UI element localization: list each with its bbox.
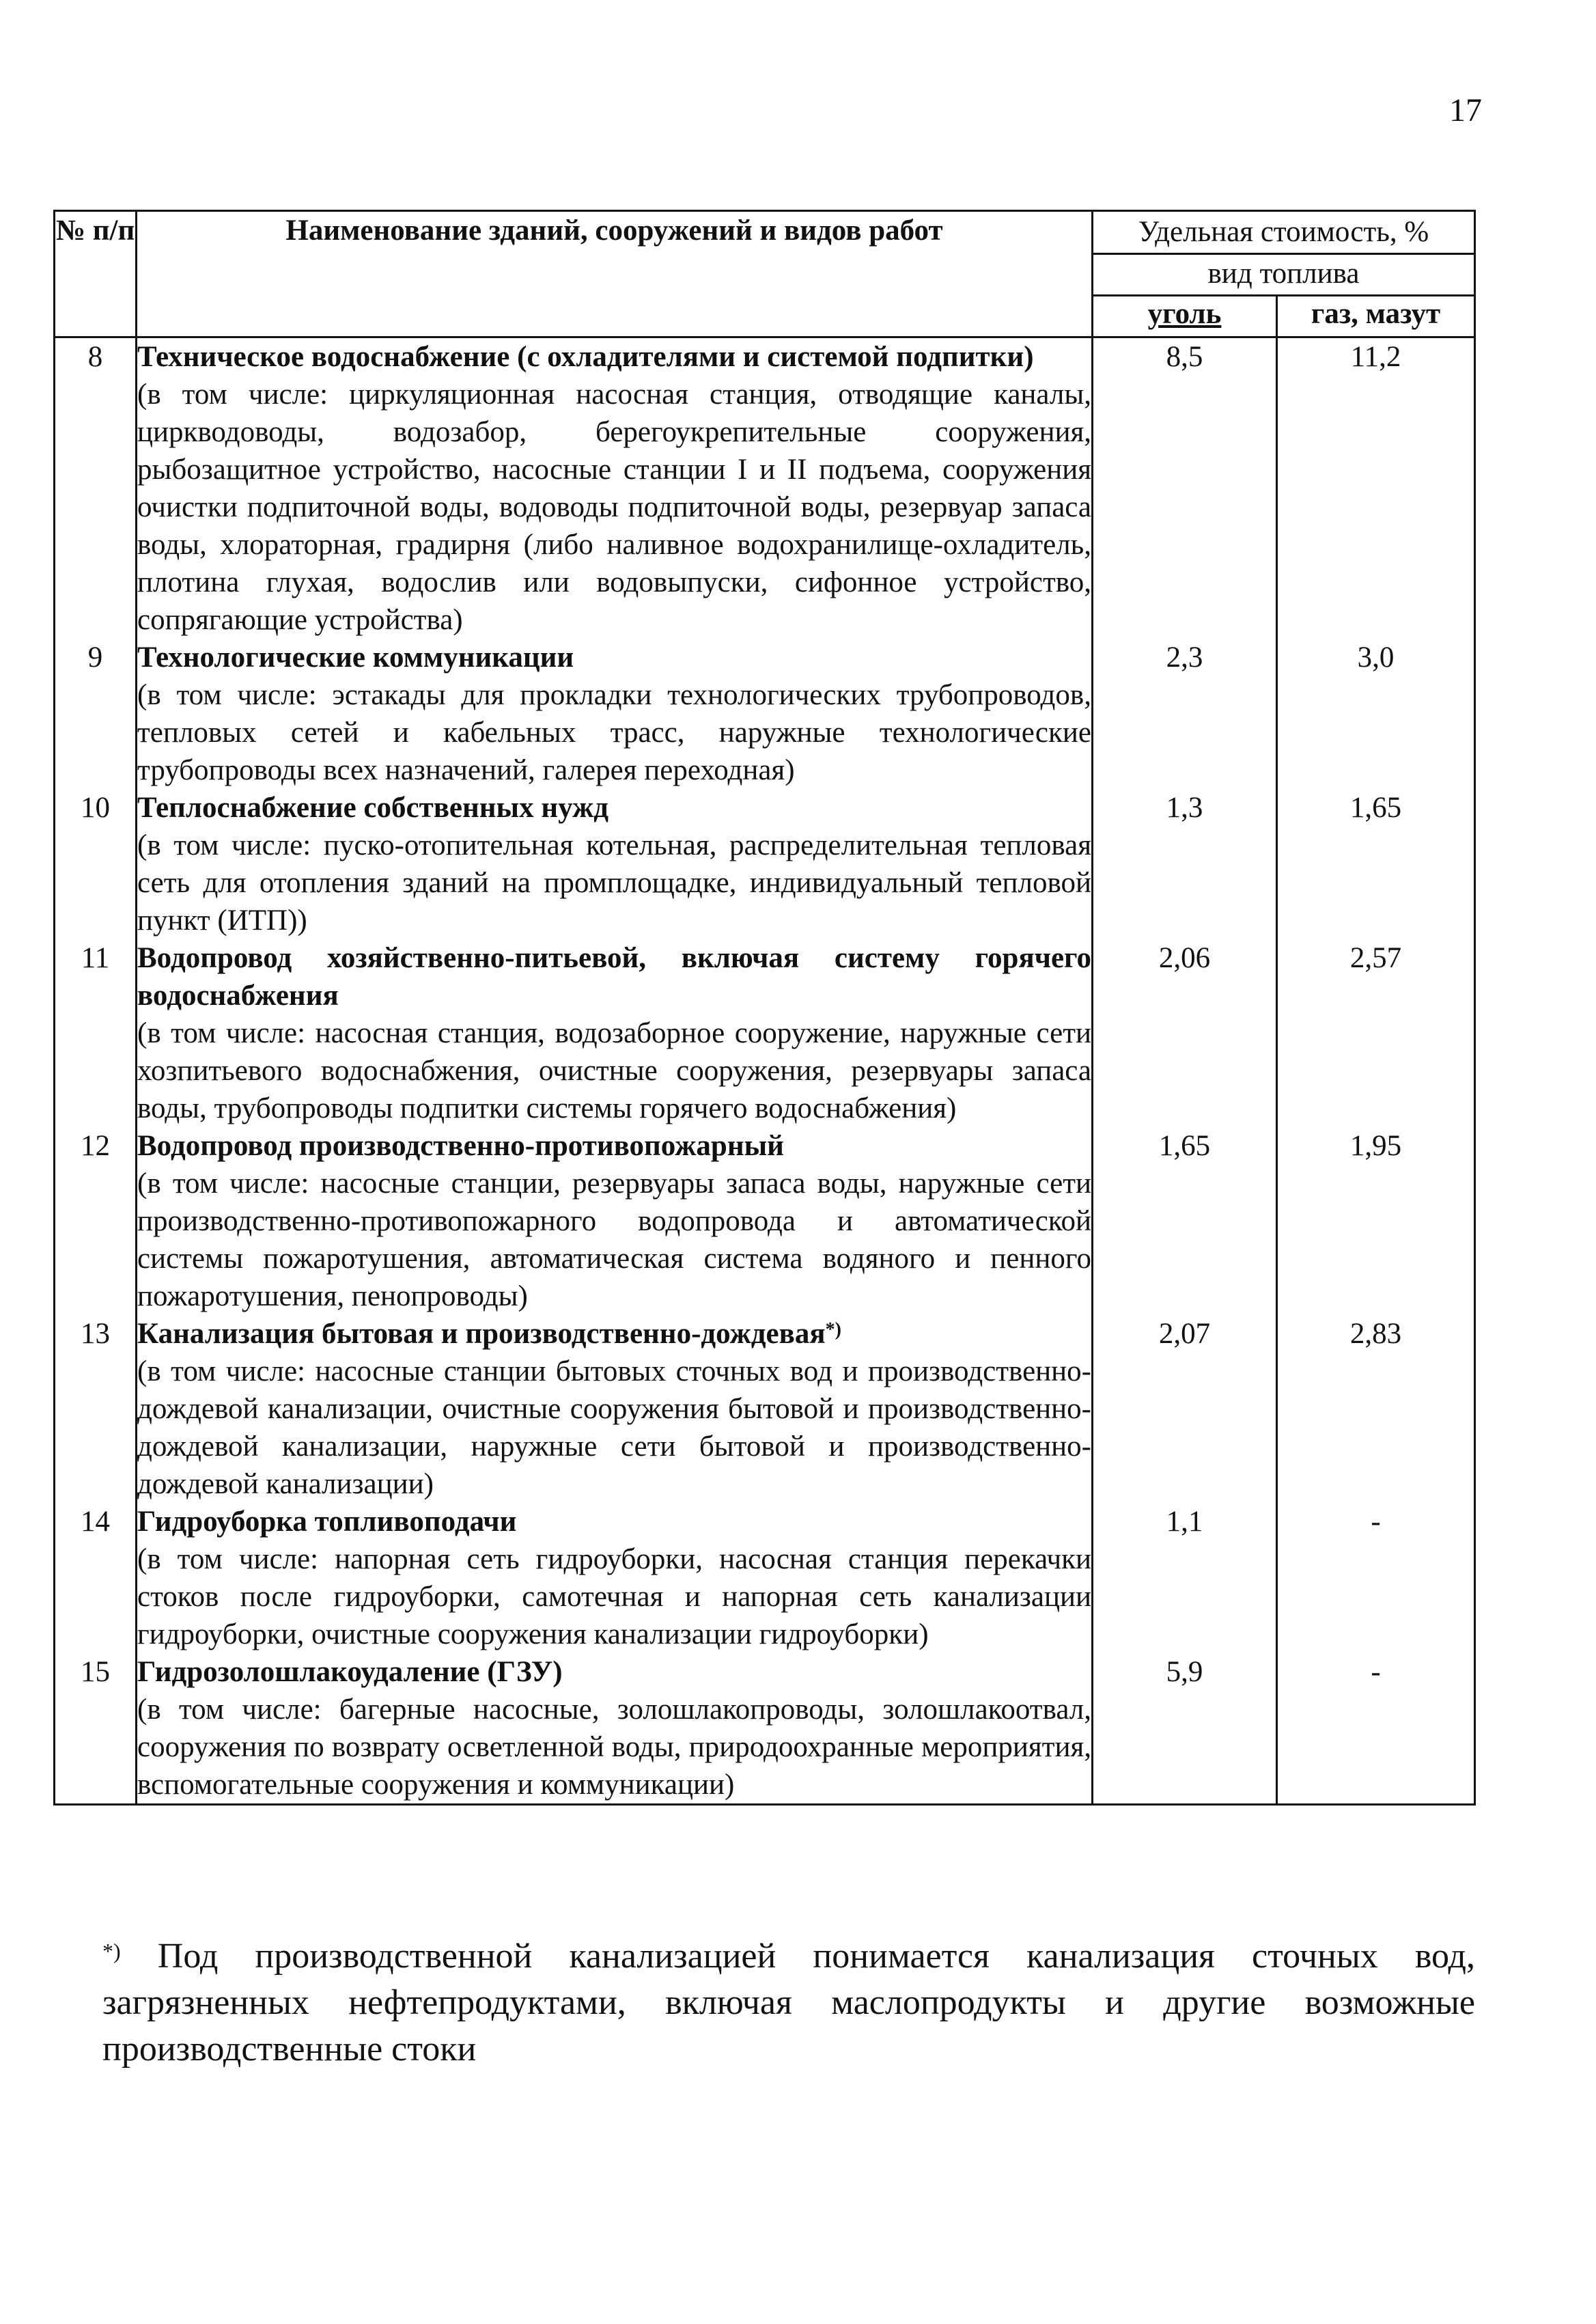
item-title [137, 789, 1091, 827]
table-body [55, 337, 1475, 1805]
row-number: 13 [55, 1315, 137, 1503]
gas-value: - [1277, 1653, 1475, 1805]
coal-value: 5,9 [1093, 1653, 1277, 1805]
row-name-cell [137, 639, 1093, 789]
row-number: 11 [55, 939, 137, 1127]
item-title [137, 338, 1091, 376]
coal-value: 1,65 [1093, 1127, 1277, 1315]
table-row [55, 1315, 1475, 1503]
row-number: 12 [55, 1127, 137, 1315]
coal-value: 1,1 [1093, 1503, 1277, 1653]
item-description: (в том числе: насосные станции бытовых сточных вод и производственно-дождевой канализации, очистные сооружения бытовой и производственно-дождевой канализации, наружные сети бытовой и производственно-дождевой канализации) [137, 1355, 1091, 1500]
item-title [137, 939, 1091, 1014]
cost-table [53, 210, 1476, 1806]
header-name: Наименование зданий, сооружений и видов работ [137, 211, 1093, 337]
item-description: (в том числе: пуско-отопительная котельная, распределительная тепловая сеть для отопления зданий на промплощадке, индивидуальный тепловой пункт (ИТП)) [137, 829, 1091, 937]
row-number: 8 [55, 337, 137, 639]
coal-value: 1,3 [1093, 789, 1277, 939]
footnote-reference: *) [825, 1319, 841, 1340]
gas-value: 1,65 [1277, 789, 1475, 939]
item-description: (в том числе: циркуляционная насосная станция, отводящие каналы, циркводоводы, водозабор, берегоукрепительные сооружения, рыбозащитное устройство, насосные станции I и II подъема, сооружения очистки подпиточной воды, водоводы подпиточной воды, резервуар запаса воды, хлораторная, градирня (либо наливное водохранилище-охладитель, плотина глухая, водослив или водовыпуски, сифонное устройство, сопрягающие устройства) [137, 378, 1091, 636]
coal-value: 2,3 [1093, 639, 1277, 789]
header-number: № п/п [55, 211, 137, 337]
row-number: 9 [55, 639, 137, 789]
item-title-text: Канализация бытовая и производственно-дождевая [137, 1318, 826, 1350]
item-title-text: Гидрозолошлакоудаление (ГЗУ) [137, 1656, 563, 1688]
gas-value: 3,0 [1277, 639, 1475, 789]
table-row [55, 1127, 1475, 1315]
coal-value: 8,5 [1093, 337, 1277, 639]
page-number: 17 [1449, 92, 1482, 128]
item-description: (в том числе: напорная сеть гидроуборки, насосная станция перекачки стоков после гидроуборки, самотечная и напорная сеть канализации гидроуборки, очистные сооружения канализации гидроуборки) [137, 1543, 1091, 1650]
item-description: (в том числе: багерные насосные, золошлакопроводы, золошлакоотвал, сооружения по возврату осветленной воды, природоохранные мероприятия, вспомогательные сооружения и коммуникации) [137, 1693, 1091, 1801]
gas-value: 2,57 [1277, 939, 1475, 1127]
row-number: 15 [55, 1653, 137, 1805]
row-name-cell [137, 337, 1093, 639]
item-title-text: Технологические коммуникации [137, 641, 574, 674]
header-coal: уголь [1093, 296, 1277, 337]
table-row [55, 1653, 1475, 1805]
coal-value: 2,06 [1093, 939, 1277, 1127]
row-name-cell [137, 1653, 1093, 1805]
row-name-cell [137, 1315, 1093, 1503]
item-description: (в том числе: насосная станция, водозаборное сооружение, наружные сети хозпитьевого водоснабжения, очистные сооружения, резервуары запаса воды, трубопроводы подпитки системы горячего водоснабжения) [137, 1017, 1091, 1124]
row-name-cell [137, 939, 1093, 1127]
item-description: (в том числе: эстакады для прокладки технологических трубопроводов, тепловых сетей и кабельных трасс, наружные технологические трубопроводы всех назначений, галерея переходная) [137, 679, 1091, 786]
item-title [137, 639, 1091, 676]
item-title-text: Теплоснабжение собственных нужд [137, 792, 609, 824]
item-title-text: Водопровод производственно-противопожарный [137, 1130, 784, 1162]
item-description: (в том числе: насосные станции, резервуары запаса воды, наружные сети производственно-противопожарного водопровода и автоматической системы пожаротушения, автоматическая система водяного и пенного пожаротушения, пенопроводы) [137, 1167, 1091, 1312]
row-number: 14 [55, 1503, 137, 1653]
table-row [55, 789, 1475, 939]
gas-value: - [1277, 1503, 1475, 1653]
gas-value: 1,95 [1277, 1127, 1475, 1315]
row-name-cell [137, 1127, 1093, 1315]
gas-value: 11,2 [1277, 337, 1475, 639]
item-title [137, 1127, 1091, 1165]
item-title [137, 1503, 1091, 1540]
gas-value: 2,83 [1277, 1315, 1475, 1503]
header-cost: Удельная стоимость, % [1093, 211, 1475, 254]
table-row [55, 337, 1475, 639]
item-title [137, 1315, 1091, 1353]
item-title-text: Водопровод хозяйственно-питьевой, включая систему горячего водоснабжения [137, 942, 1091, 1012]
table-row [55, 1503, 1475, 1653]
item-title-text: Техническое водоснабжение (с охладителями и системой подпитки) [137, 341, 1034, 373]
table-row [55, 639, 1475, 789]
footnote-mark: *) [102, 1939, 121, 1963]
row-name-cell [137, 1503, 1093, 1653]
row-number: 10 [55, 789, 137, 939]
coal-value: 2,07 [1093, 1315, 1277, 1503]
header-gas: газ, мазут [1277, 296, 1475, 337]
item-title [137, 1653, 1091, 1691]
item-title-text: Гидроуборка топливоподачи [137, 1506, 517, 1538]
table-row [55, 939, 1475, 1127]
footnote [102, 1933, 1475, 2073]
row-name-cell [137, 789, 1093, 939]
header-fuel-type: вид топлива [1093, 254, 1475, 296]
footnote-text: Под производственной канализацией понимается канализация сточных вод, загрязненных нефтепродуктами, включая маслопродукты и другие возможные производственные стоки [102, 1937, 1476, 2069]
